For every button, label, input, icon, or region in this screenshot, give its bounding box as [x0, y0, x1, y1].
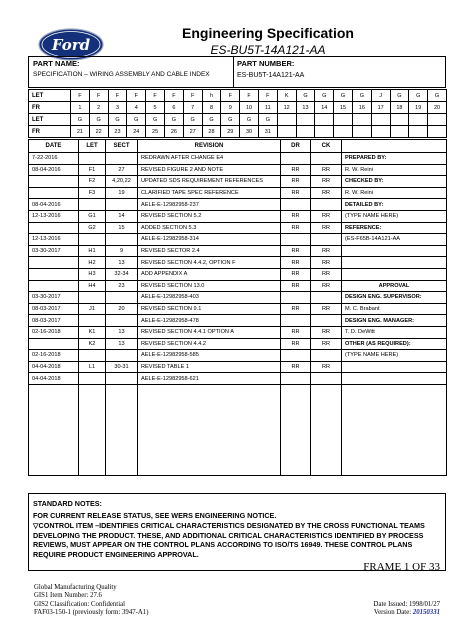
revision-date: 02-16-2018 — [29, 326, 79, 338]
revision-dr — [281, 373, 311, 385]
col-approvals — [342, 140, 447, 153]
revision-letter: H1 — [79, 245, 106, 257]
revision-date — [29, 222, 79, 234]
revision-text: REVISED SECTION 5.2 — [138, 210, 281, 222]
frame-grid-cell — [409, 114, 428, 126]
frame-grid-cell: F — [221, 90, 240, 102]
revision-text: REDRAWN AFTER CHANGE E4 — [138, 153, 281, 165]
footer-line-3: GIS2 Classification: Confidential — [34, 600, 125, 608]
frame-grid-cell — [371, 114, 390, 126]
frame-grid-row — [29, 126, 447, 138]
frame-grid-cell: F — [127, 90, 146, 102]
blank-cell — [342, 384, 447, 475]
approval-cell: CHECKED BY: — [342, 176, 447, 188]
frame-grid-cell: 17 — [371, 102, 390, 114]
revision-letter: G2 — [79, 222, 106, 234]
revision-text: REVISED TABLE 1 — [138, 361, 281, 373]
revision-ck: RR — [311, 303, 342, 315]
revision-section: 4,20,22 — [106, 176, 138, 188]
frame-grid-cell: G — [334, 90, 353, 102]
frame-grid-cell: G — [352, 90, 371, 102]
blank-cell — [311, 384, 342, 475]
revision-row — [29, 326, 447, 338]
frame-grid-cell: 14 — [315, 102, 334, 114]
frame-grid-cell — [277, 114, 296, 126]
revision-text: REVISED SECTION 9.1 — [138, 303, 281, 315]
footer-right — [374, 601, 440, 618]
approval-cell: (ES-F65B-14A121-AA — [342, 234, 447, 246]
version-date-label: Version Date: — [373, 609, 413, 617]
frame-grid-cell: 15 — [334, 102, 353, 114]
revision-row — [29, 350, 447, 362]
revision-header-row — [29, 140, 447, 153]
frame-grid-cell: 20 — [428, 102, 447, 114]
revision-row — [29, 268, 447, 280]
revision-text: UPDATED SDS REQUIREMENT REFERENCES — [138, 176, 281, 188]
version-date-value: 20150331 — [412, 609, 440, 617]
frame-grid-cell — [296, 114, 315, 126]
revision-date: 03-30-2017 — [29, 245, 79, 257]
revision-section: 9 — [106, 245, 138, 257]
part-info-box — [28, 56, 446, 88]
revision-date: 03-30-2017 — [29, 292, 79, 304]
revision-dr: RR — [281, 245, 311, 257]
frame-grid-cell: J — [371, 90, 390, 102]
revision-ck: RR — [311, 210, 342, 222]
revision-letter: J1 — [79, 303, 106, 315]
revision-dr: RR — [281, 257, 311, 269]
revision-row — [29, 303, 447, 315]
frame-grid-cell: 13 — [296, 102, 315, 114]
frame-grid-cell: 9 — [221, 102, 240, 114]
revision-text: AELE-E-12982958-478 — [138, 315, 281, 327]
revision-dr — [281, 199, 311, 211]
frame-grid-cell: G — [164, 114, 183, 126]
revision-dr — [281, 350, 311, 362]
revision-section — [106, 373, 138, 385]
revision-dr — [281, 292, 311, 304]
frame-grid-cell — [334, 126, 353, 138]
revision-row — [29, 153, 447, 165]
frame-grid-cell: 22 — [89, 126, 108, 138]
revision-row — [29, 373, 447, 385]
revision-dr — [281, 315, 311, 327]
revision-dr: RR — [281, 338, 311, 350]
frame-grid-cell — [390, 114, 409, 126]
revision-section: 13 — [106, 326, 138, 338]
frame-grid-cell: F — [146, 90, 165, 102]
approval-cell — [342, 373, 447, 385]
approval-cell: DESIGN ENG. SUPERVISOR: — [342, 292, 447, 304]
frame-grid-cell: 2 — [89, 102, 108, 114]
revision-ck: RR — [311, 176, 342, 188]
revision-row — [29, 361, 447, 373]
frame-grid-cell: F — [89, 90, 108, 102]
frame-grid-cell: G — [240, 114, 259, 126]
blank-cell — [29, 384, 79, 475]
revision-ck: RR — [311, 268, 342, 280]
revision-letter: F1 — [79, 164, 106, 176]
revision-letter: K1 — [79, 326, 106, 338]
revision-ck — [311, 234, 342, 246]
revision-date — [29, 338, 79, 350]
revision-ck — [311, 292, 342, 304]
part-number-label: PART NUMBER: — [237, 59, 295, 68]
footer-left — [34, 584, 148, 617]
revision-row — [29, 245, 447, 257]
frame-grid-cell: 16 — [352, 102, 371, 114]
document-number: ES-BU5T-14A121-AA — [210, 43, 326, 57]
frame-grid-cell: F — [108, 90, 127, 102]
frame-grid-cell — [277, 126, 296, 138]
frame-grid-cell: 31 — [258, 126, 277, 138]
revision-text: REVISED SECTION 13.0 — [138, 280, 281, 292]
revision-row — [29, 234, 447, 246]
col-dr: DR — [281, 140, 311, 153]
frame-grid-cell: 7 — [183, 102, 202, 114]
part-divider — [233, 57, 234, 88]
approval-cell: R. W. Reini — [342, 187, 447, 199]
revision-dr: RR — [281, 303, 311, 315]
frame-grid-cell: G — [108, 114, 127, 126]
approval-cell: M. C. Brabant — [342, 303, 447, 315]
col-date: DATE — [29, 140, 79, 153]
revision-dr: RR — [281, 268, 311, 280]
frame-grid-cell: 24 — [127, 126, 146, 138]
revision-section — [106, 350, 138, 362]
revision-section: 13 — [106, 338, 138, 350]
revision-letter: G1 — [79, 210, 106, 222]
revision-letter — [79, 234, 106, 246]
approval-cell: (TYPE NAME HERE) — [342, 350, 447, 362]
revision-date: 04-04-2018 — [29, 361, 79, 373]
frame-count: FRAME 1 OF 33 — [363, 561, 440, 573]
approval-cell: R. W. Reini — [342, 164, 447, 176]
frame-grid-cell: 11 — [258, 102, 277, 114]
revision-date: 12-13-2016 — [29, 210, 79, 222]
revision-ck — [311, 350, 342, 362]
approval-cell — [342, 257, 447, 269]
approval-cell: DETAILED BY: — [342, 199, 447, 211]
frame-grid-cell: 1 — [71, 102, 90, 114]
frame-grid-cell: G — [390, 90, 409, 102]
version-date — [374, 609, 440, 617]
revision-date: 7-22-2016 — [29, 153, 79, 165]
revision-letter — [79, 373, 106, 385]
frame-grid-cell: 25 — [146, 126, 165, 138]
frame-grid-cell: F — [164, 90, 183, 102]
frame-grid-row — [29, 90, 447, 102]
revision-dr: RR — [281, 176, 311, 188]
revision-text: AELE-E-12982958-314 — [138, 234, 281, 246]
revision-date — [29, 176, 79, 188]
frame-grid-cell: F — [183, 90, 202, 102]
revision-letter — [79, 292, 106, 304]
frame-grid-cell: F — [71, 90, 90, 102]
frame-grid-cell: G — [89, 114, 108, 126]
footer-line-1: Global Manufacturing Quality — [34, 584, 117, 591]
revision-row — [29, 338, 447, 350]
revision-text: REVISED SECTION 4.4.2, OPTION F — [138, 257, 281, 269]
revision-dr: RR — [281, 187, 311, 199]
revision-letter: H3 — [79, 268, 106, 280]
approval-cell: DESIGN ENG. MANAGER: — [342, 315, 447, 327]
revision-section: 13 — [106, 257, 138, 269]
revision-dr: RR — [281, 326, 311, 338]
revision-ck — [311, 199, 342, 211]
standard-notes — [28, 493, 446, 571]
revision-dr: RR — [281, 210, 311, 222]
frame-grid-cell: G — [146, 114, 165, 126]
frame-grid-cell: G — [221, 114, 240, 126]
revision-row — [29, 164, 447, 176]
frame-grid-cell: 19 — [409, 102, 428, 114]
revision-section: 32-34 — [106, 268, 138, 280]
document-title: Engineering Specification — [182, 25, 354, 41]
revision-letter — [79, 350, 106, 362]
frame-grid-cell: 8 — [202, 102, 221, 114]
frame-grid-cell: F — [240, 90, 259, 102]
revision-ck: RR — [311, 187, 342, 199]
notes-title: STANDARD NOTES: — [33, 499, 102, 508]
frame-grid-cell — [315, 126, 334, 138]
revision-text: REVISED FIGURE 2 AND NOTE — [138, 164, 281, 176]
revision-letter: L1 — [79, 361, 106, 373]
revision-section: 14 — [106, 210, 138, 222]
revision-ck — [311, 315, 342, 327]
revision-date: 08-03-2017 — [29, 315, 79, 327]
frame-grid-label: LET — [29, 90, 71, 102]
approval-cell: (TYPE NAME HERE) — [342, 210, 447, 222]
revision-ck — [311, 373, 342, 385]
blank-cell — [281, 384, 311, 475]
revision-dr — [281, 153, 311, 165]
revision-row — [29, 257, 447, 269]
revision-section: 19 — [106, 187, 138, 199]
revision-row — [29, 199, 447, 211]
svg-text:Ford: Ford — [51, 36, 91, 54]
col-revision: REVISION — [138, 140, 281, 153]
revision-ck: RR — [311, 361, 342, 373]
frame-grid-cell — [371, 126, 390, 138]
revision-text: AELE-E-12982958-585 — [138, 350, 281, 362]
approval-cell — [342, 361, 447, 373]
date-issued: Date Issued: 1998/01/27 — [373, 601, 440, 608]
revision-text: REVISED SECTOR 2.4 — [138, 245, 281, 257]
frame-grid-cell: 5 — [146, 102, 165, 114]
revision-letter: H2 — [79, 257, 106, 269]
revision-section — [106, 199, 138, 211]
revision-text: AELE-E-12982958-237 — [138, 199, 281, 211]
revision-text: REVISED SECTION 4.4.1 OPTION A — [138, 326, 281, 338]
frame-grid-cell — [390, 126, 409, 138]
frame-grid-label: FR — [29, 102, 71, 114]
revision-date: 04-04-2018 — [29, 373, 79, 385]
revision-text: AELE-E-12982958-403 — [138, 292, 281, 304]
revision-section: 15 — [106, 222, 138, 234]
revision-date: 08-04-2016 — [29, 199, 79, 211]
revision-letter — [79, 199, 106, 211]
approval-cell: OTHER (AS REQUIRED): — [342, 338, 447, 350]
part-number-value: ES-BU5T-14A121-AA — [237, 72, 305, 79]
revision-text: REVISED SECTION 4.4.2 — [138, 338, 281, 350]
revision-dr: RR — [281, 164, 311, 176]
approval-cell: REFERENCE: — [342, 222, 447, 234]
revision-ck: RR — [311, 326, 342, 338]
frame-grid-label: FR — [29, 126, 71, 138]
frame-grid-cell: G — [428, 90, 447, 102]
revision-row — [29, 210, 447, 222]
revision-ck: RR — [311, 338, 342, 350]
revision-text: AELE-E-12982958-621 — [138, 373, 281, 385]
revision-letter: K2 — [79, 338, 106, 350]
revision-text: ADD APPENDIX A — [138, 268, 281, 280]
revision-row — [29, 222, 447, 234]
revision-section: 20 — [106, 303, 138, 315]
frame-grid-cell: G — [127, 114, 146, 126]
revision-row — [29, 292, 447, 304]
revision-ck — [311, 153, 342, 165]
revision-row — [29, 280, 447, 292]
notes-control-item — [33, 521, 445, 559]
frame-grid-cell: 4 — [127, 102, 146, 114]
frame-grid-cell: G — [71, 114, 90, 126]
revision-date: 08-03-2017 — [29, 303, 79, 315]
frame-grid-cell: 23 — [108, 126, 127, 138]
revision-ck: RR — [311, 257, 342, 269]
approval-cell: APPROVAL — [342, 280, 447, 292]
revision-dr — [281, 234, 311, 246]
control-item-text: CONTROL ITEM –IDENTIFIES CRITICAL CHARACTERISTICS DESIGNATED BY THE CROSS FUNCTIONAL TEAMS DEVELOPING THE PRODUCT. THESE, AND ADDITIONAL CRITICAL CHARACTERISTICS IDENTIFIED BY PROCESS REVIEWS, MUST APPEAR ON THE CONTROL PLANS ACCORDING TO ISO/TS 16949. THESE CONTROL PLANS REQUIRE PRODUCT ENGINEERING APPROVAL. — [33, 521, 425, 559]
approval-cell — [342, 245, 447, 257]
revision-row — [29, 176, 447, 188]
revision-section — [106, 292, 138, 304]
revision-text: ADDED SECTION 5.3 — [138, 222, 281, 234]
frame-grid-cell: G — [296, 90, 315, 102]
notes-release-status: FOR CURRENT RELEASE STATUS, SEE WERS ENGINEERING NOTICE. — [33, 511, 277, 520]
revision-section: 23 — [106, 280, 138, 292]
frame-grid-cell: K — [277, 90, 296, 102]
revision-date — [29, 187, 79, 199]
frame-grid-cell — [334, 114, 353, 126]
approval-cell: PREPARED BY: — [342, 153, 447, 165]
revision-text: CLARIFIED TAPE SPEC REFERENCE — [138, 187, 281, 199]
frame-grid-cell — [315, 114, 334, 126]
revision-ck: RR — [311, 245, 342, 257]
approval-cell: T. D. DeWitt — [342, 326, 447, 338]
frame-grid-cell: G — [183, 114, 202, 126]
footer-line-2: GIS1 Item Number: 27.6 — [34, 592, 102, 600]
revision-letter: F2 — [79, 176, 106, 188]
footer-line-4: FAF03-150-1 (previously form: 3947-A1) — [34, 608, 149, 616]
part-name-value: SPECIFICATION – WIRING ASSEMBLY AND CABLE INDEX — [33, 71, 210, 78]
frame-grid-cell: 28 — [202, 126, 221, 138]
frame-grid-cell — [352, 114, 371, 126]
control-item-symbol-icon: ▽ — [33, 521, 39, 530]
revision-dr: RR — [281, 280, 311, 292]
frame-grid-cell: 21 — [71, 126, 90, 138]
col-let: LET — [79, 140, 106, 153]
revision-section: 30-31 — [106, 361, 138, 373]
blank-cell — [138, 384, 281, 475]
revision-letter: F3 — [79, 187, 106, 199]
frame-grid-cell: h — [202, 90, 221, 102]
revision-section — [106, 234, 138, 246]
revision-ck: RR — [311, 280, 342, 292]
blank-cell — [79, 384, 106, 475]
revision-date: 12-13-2016 — [29, 234, 79, 246]
revision-letter — [79, 315, 106, 327]
revision-ck: RR — [311, 164, 342, 176]
frame-grid-cell: 18 — [390, 102, 409, 114]
revision-section — [106, 153, 138, 165]
frame-grid-cell: 26 — [164, 126, 183, 138]
revision-row — [29, 187, 447, 199]
frame-grid-cell: 6 — [164, 102, 183, 114]
revision-date — [29, 280, 79, 292]
revision-date — [29, 268, 79, 280]
col-ck: CK — [311, 140, 342, 153]
frame-grid-label: LET — [29, 114, 71, 126]
frame-grid-cell — [428, 126, 447, 138]
frame-grid-cell: F — [258, 90, 277, 102]
revision-section — [106, 315, 138, 327]
part-name-label: PART NAME: — [33, 59, 80, 68]
frame-grid-cell — [409, 126, 428, 138]
revision-date: 08-04-2016 — [29, 164, 79, 176]
revision-letter: H4 — [79, 280, 106, 292]
blank-cell — [106, 384, 138, 475]
revision-letter — [79, 153, 106, 165]
revision-table — [28, 139, 447, 476]
frame-grid-cell — [428, 114, 447, 126]
frame-grid-cell — [352, 126, 371, 138]
frame-grid-cell: 3 — [108, 102, 127, 114]
frame-grid-cell — [296, 126, 315, 138]
revision-blank-row — [29, 384, 447, 475]
frame-grid-cell: G — [409, 90, 428, 102]
frame-grid-cell: 27 — [183, 126, 202, 138]
col-sect: SECT — [106, 140, 138, 153]
revision-row — [29, 315, 447, 327]
frame-grid-row — [29, 102, 447, 114]
approval-cell — [342, 268, 447, 280]
frame-grid-row — [29, 114, 447, 126]
revision-date — [29, 257, 79, 269]
frame-grid-cell: 10 — [240, 102, 259, 114]
revision-ck: RR — [311, 222, 342, 234]
frame-letter-grid — [28, 89, 447, 138]
frame-grid-cell: G — [315, 90, 334, 102]
revision-date: 02-16-2018 — [29, 350, 79, 362]
frame-grid-cell: G — [202, 114, 221, 126]
frame-grid-cell: 30 — [240, 126, 259, 138]
revision-section: 27 — [106, 164, 138, 176]
frame-grid-cell: 12 — [277, 102, 296, 114]
revision-dr: RR — [281, 222, 311, 234]
frame-grid-cell: 29 — [221, 126, 240, 138]
revision-dr: RR — [281, 361, 311, 373]
frame-grid-cell: G — [258, 114, 277, 126]
